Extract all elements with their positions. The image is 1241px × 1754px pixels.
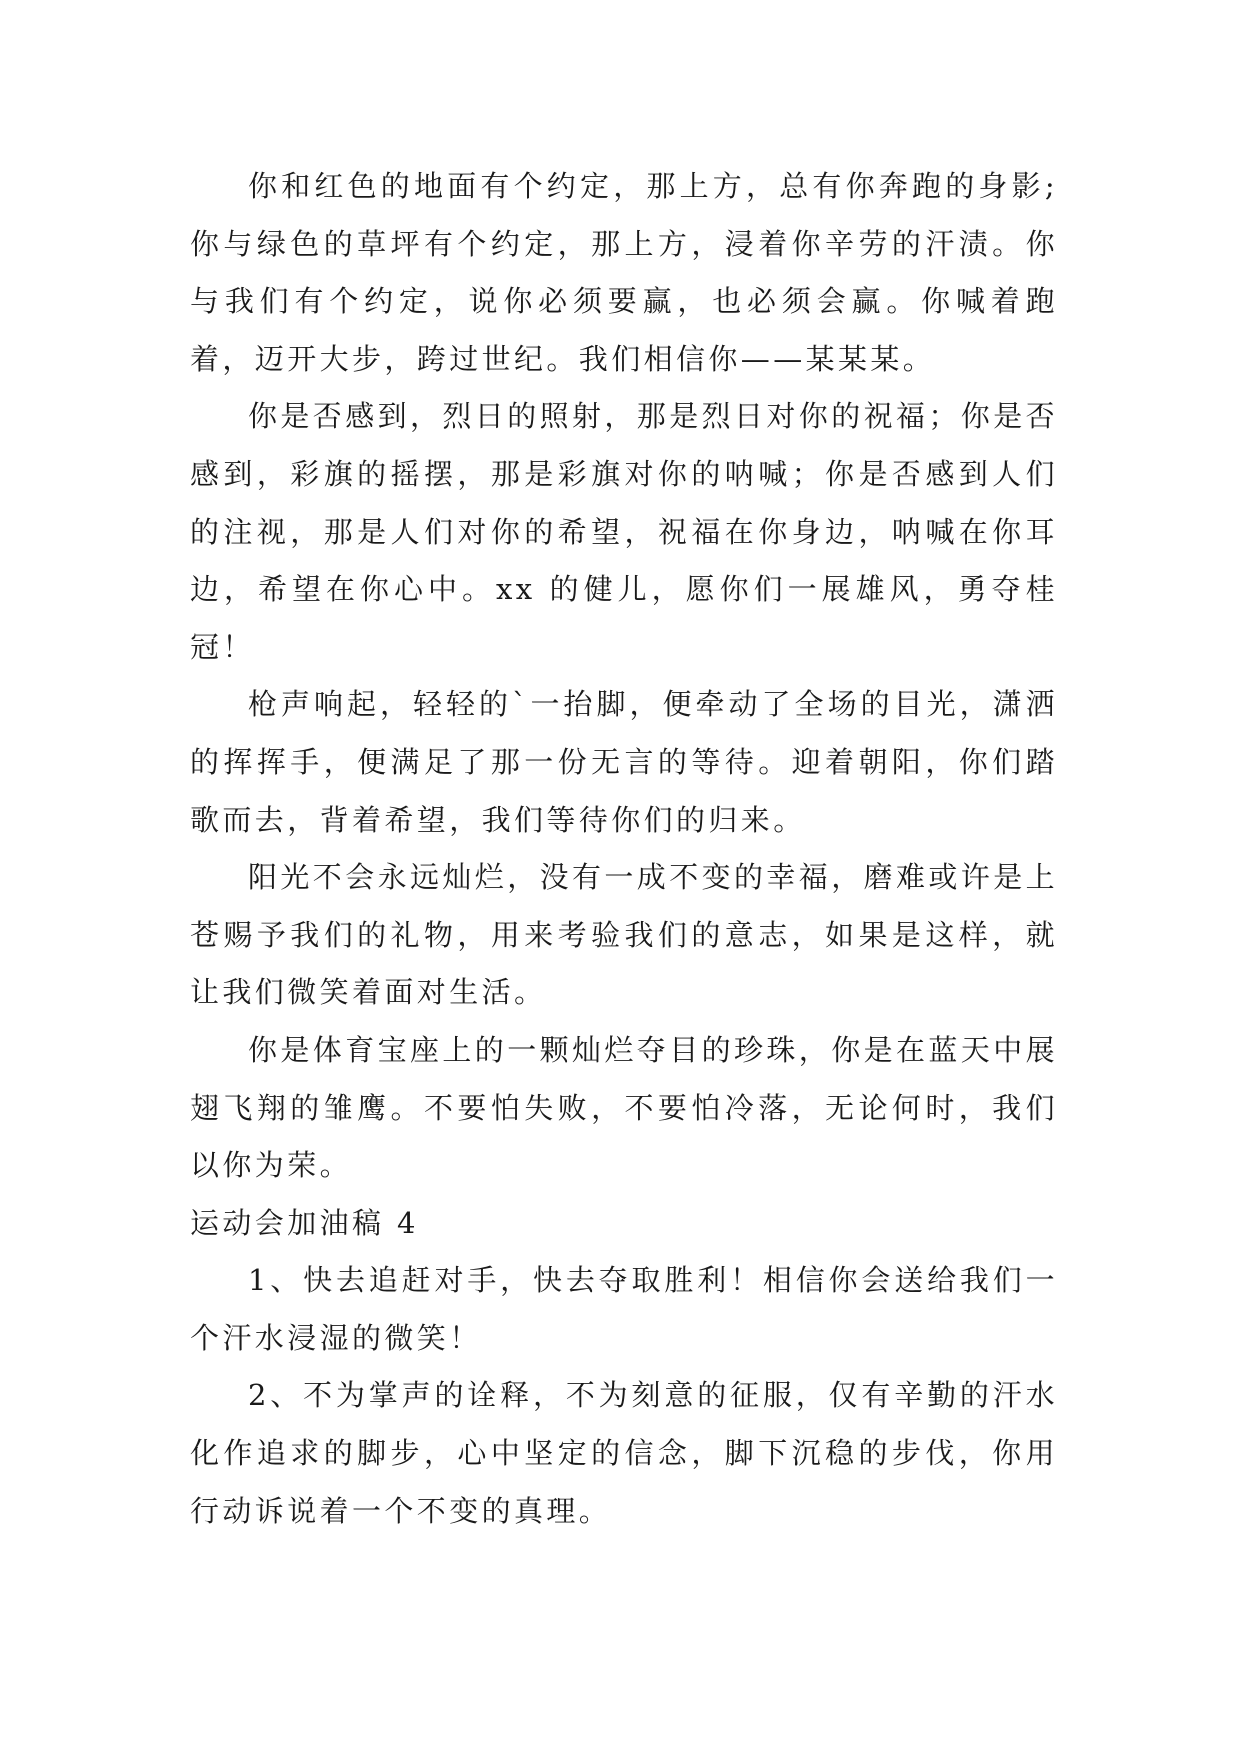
section-heading: 运动会加油稿 4 bbox=[190, 1205, 419, 1240]
paragraph-do-you-feel: 你是否感到，烈日的照射，那是烈日对你的祝福；你是否感到，彩旗的摇摆，那是彩旗对你的呐喊；你是否感到人们的注视，那是人们对你的希望，祝福在你身边，呐喊在你耳边，希望在你心中。xx 的健儿，愿你们一展雄风，勇夺桂冠！ bbox=[190, 399, 1059, 664]
document-body bbox=[190, 158, 1058, 1540]
paragraph-item-2: 2、不为掌声的诠释，不为刻意的征服，仅有辛勤的汗水化作追求的脚步，心中坚定的信念，脚下沉稳的步伐，你用行动诉说着一个不变的真理。 bbox=[190, 1378, 1058, 1528]
paragraph-item-1: 1、快去追赶对手，快去夺取胜利！相信你会送给我们一个汗水浸湿的微笑！ bbox=[190, 1263, 1058, 1355]
paragraph-gunshot: 枪声响起，轻轻的`一抬脚，便牵动了全场的目光，潇洒的挥挥手，便满足了那一份无言的等待。迎着朝阳，你们踏歌而去，背着希望，我们等待你们的归来。 bbox=[190, 687, 1058, 837]
paragraph-sunshine: 阳光不会永远灿烂，没有一成不变的幸福，磨难或许是上苍赐予我们的礼物，用来考验我们的意志，如果是这样，就让我们微笑着面对生活。 bbox=[190, 860, 1059, 1010]
paragraph-appointment: 你和红色的地面有个约定，那上方，总有你奔跑的身影;你与绿色的草坪有个约定，那上方，浸着你辛劳的汗渍。你与我们有个约定，说你必须要赢，也必须会赢。你喊着跑着，迈开大步，跨过世纪。我们相信你——某某某。 bbox=[190, 169, 1058, 376]
paragraph-pearl: 你是体育宝座上的一颗灿烂夺目的珍珠，你是在蓝天中展翅飞翔的雏鹰。不要怕失败，不要怕冷落，无论何时，我们以你为荣。 bbox=[190, 1032, 1059, 1183]
